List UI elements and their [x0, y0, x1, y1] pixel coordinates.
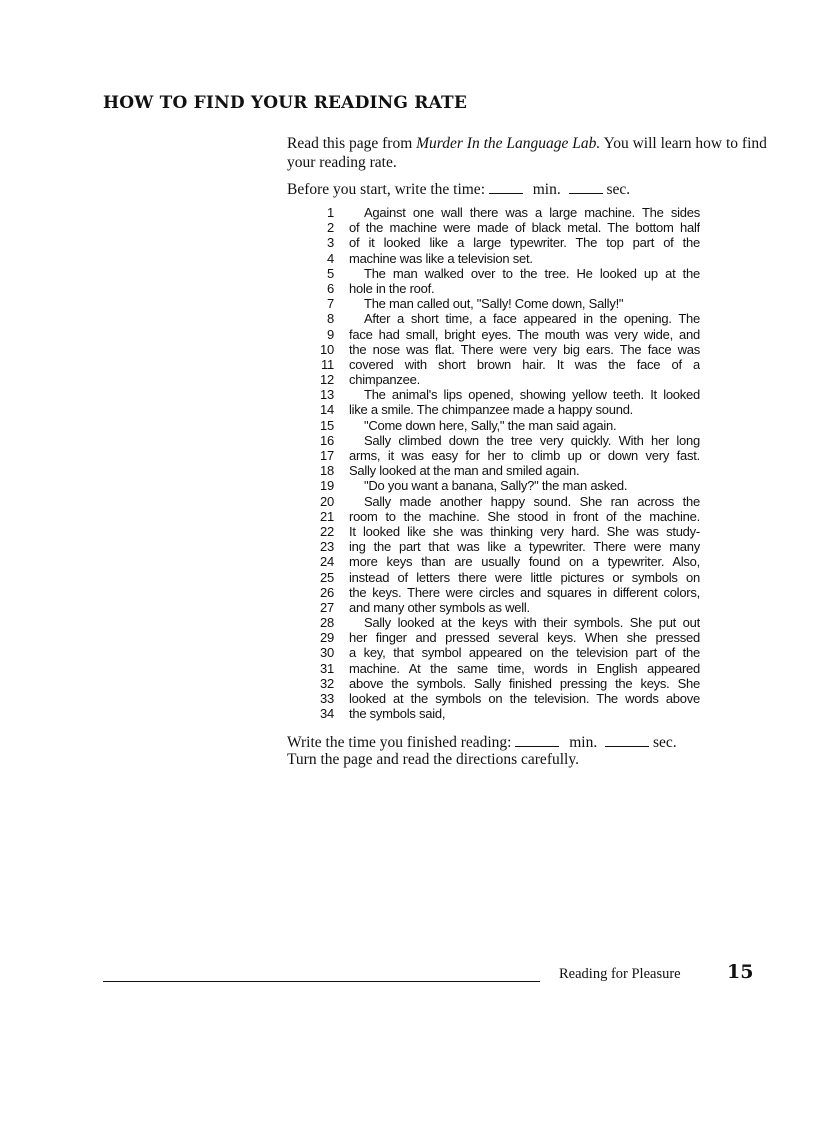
line-number: 31 — [320, 660, 334, 676]
passage-line — [310, 615, 700, 630]
passage-line — [310, 539, 700, 554]
line-text: Sally looked at the keys with their symbols. She put out — [364, 615, 700, 631]
line-number: 15 — [320, 417, 334, 433]
passage-line — [310, 585, 700, 600]
line-text: It looked like she was thinking very hard. She was study- — [349, 523, 700, 539]
line-number: 25 — [320, 569, 334, 585]
line-number: 29 — [320, 630, 334, 646]
line-number: 5 — [327, 265, 334, 281]
line-number: 1 — [327, 205, 334, 220]
line-text: machine. At the same time, words in English appeared — [349, 660, 700, 676]
line-text: "Come down here, Sally," the man said again. — [364, 417, 617, 433]
line-number: 34 — [320, 706, 334, 722]
line-number: 3 — [327, 235, 334, 251]
line-number: 19 — [320, 478, 334, 494]
passage-line — [310, 630, 700, 645]
line-number: 24 — [320, 554, 334, 570]
line-text: chimpanzee. — [349, 372, 420, 388]
passage-line — [310, 311, 700, 326]
intro-before: Read this page from — [287, 135, 417, 152]
line-number: 26 — [320, 584, 334, 600]
passage-line — [310, 645, 700, 660]
line-text: room to the machine. She stood in front of the machine. — [349, 508, 700, 524]
line-number: 17 — [320, 448, 334, 463]
line-number: 18 — [320, 463, 334, 479]
line-text: Against one wall there was a large machine. The sides — [364, 205, 700, 220]
start-min-label: min. — [532, 181, 561, 198]
line-text: of the machine were made of black metal. The bottom half — [349, 220, 700, 236]
passage-line — [310, 387, 700, 402]
finish-sec-blank[interactable] — [605, 734, 649, 747]
line-number: 16 — [320, 432, 334, 448]
passage-line — [310, 691, 700, 706]
line-number: 11 — [321, 356, 334, 372]
page-heading: HOW TO FIND YOUR READING RATE — [103, 93, 468, 113]
line-number: 30 — [320, 645, 334, 661]
start-time-label: Before you start, write the time: — [287, 181, 485, 198]
intro-after: You will learn how to find your reading rate. — [287, 135, 767, 171]
line-text: arms, it was easy for her to climb up or down very fast. — [349, 448, 700, 463]
line-text: ing the part that was like a typewriter. There were many — [349, 539, 700, 555]
line-number: 33 — [320, 691, 334, 706]
line-text: machine was like a television set. — [349, 250, 533, 266]
page-number: 15 — [727, 961, 754, 983]
line-text: The animal's lips opened, showing yellow teeth. It looked — [364, 387, 700, 403]
line-text: instead of letters there were little pictures or symbols on — [349, 569, 700, 585]
line-text: the nose was flat. There were very big ears. The face was — [349, 341, 700, 357]
reading-passage — [310, 205, 700, 721]
passage-line — [310, 251, 700, 266]
passage-line — [310, 327, 700, 342]
passage-line — [310, 372, 700, 387]
line-number: 14 — [320, 402, 334, 418]
line-number: 2 — [327, 220, 334, 236]
line-number: 21 — [320, 508, 334, 524]
passage-line — [310, 357, 700, 372]
line-number: 28 — [320, 615, 334, 631]
line-text: the keys. There were circles and squares in different colors, — [349, 584, 700, 600]
line-text: Sally looked at the man and smiled again. — [349, 463, 580, 479]
passage-line — [310, 281, 700, 296]
line-text: looked at the symbols on the television. The words above — [349, 691, 700, 706]
line-text: "Do you want a banana, Sally?" the man asked. — [364, 478, 628, 494]
line-number: 8 — [327, 311, 334, 327]
start-time-line — [287, 180, 630, 199]
line-number: 12 — [320, 372, 334, 388]
start-sec-label: sec. — [606, 181, 631, 198]
passage-line — [310, 463, 700, 478]
turn-page-text: Turn the page and read the directions carefully. — [287, 751, 579, 768]
passage-line — [310, 296, 700, 311]
finish-time-label: Write the time you finished reading: — [287, 734, 512, 751]
line-text: the symbols said, — [349, 706, 446, 722]
passage-line — [310, 205, 700, 220]
passage-line — [310, 433, 700, 448]
passage-line — [310, 478, 700, 493]
line-text: Sally climbed down the tree very quickly. With her long — [364, 432, 700, 448]
line-number: 23 — [320, 539, 334, 555]
line-number: 32 — [320, 675, 334, 691]
line-text: covered with short brown hair. It was the face of a — [349, 356, 700, 372]
footer-rule — [103, 981, 540, 982]
line-number: 7 — [327, 296, 334, 312]
line-text: and many other symbols as well. — [349, 599, 530, 615]
passage-line — [310, 342, 700, 357]
line-text: above the symbols. Sally finished pressing the keys. She — [349, 675, 700, 691]
passage-line — [310, 706, 700, 721]
line-text: her finger and pressed several keys. When she pressed — [349, 630, 700, 646]
footer-label: Reading for Pleasure — [559, 966, 681, 982]
line-number: 27 — [320, 599, 334, 615]
passage-line — [310, 418, 700, 433]
line-text: hole in the roof. — [349, 280, 435, 296]
passage-line — [310, 676, 700, 691]
line-number: 4 — [327, 250, 334, 266]
intro-text — [287, 134, 767, 172]
start-min-blank[interactable] — [489, 181, 523, 194]
passage-line — [310, 220, 700, 235]
book-title: Murder In the Language Lab. — [416, 135, 601, 152]
line-number: 22 — [320, 523, 334, 539]
line-text: The man walked over to the tree. He looked up at the — [364, 265, 700, 281]
passage-line — [310, 509, 700, 524]
start-sec-blank[interactable] — [569, 181, 603, 194]
passage-line — [310, 402, 700, 417]
line-number: 6 — [327, 280, 334, 296]
line-text: After a short time, a face appeared in the opening. The — [364, 311, 700, 327]
line-text: a key, that symbol appeared on the television part of the — [349, 645, 700, 661]
finish-min-blank[interactable] — [515, 734, 559, 747]
passage-line — [310, 235, 700, 250]
line-text: face had small, bright eyes. The mouth was very wide, and — [349, 326, 700, 342]
line-text: more keys than are usually found on a typewriter. Also, — [349, 554, 700, 570]
passage-line — [310, 266, 700, 281]
passage-line — [310, 448, 700, 463]
finish-min-label: min. — [569, 734, 598, 751]
line-number: 9 — [327, 326, 334, 342]
finish-sec-label: sec. — [653, 734, 677, 751]
line-text: of it looked like a large typewriter. The top part of the — [349, 235, 700, 251]
passage-line — [310, 554, 700, 569]
passage-line — [310, 570, 700, 585]
passage-line — [310, 494, 700, 509]
passage-line — [310, 600, 700, 615]
line-number: 10 — [320, 341, 334, 357]
line-text: Sally made another happy sound. She ran across the — [364, 493, 700, 509]
passage-line — [310, 661, 700, 676]
passage-line — [310, 524, 700, 539]
line-number: 13 — [320, 387, 334, 403]
line-text: The man called out, "Sally! Come down, Sally!" — [364, 296, 624, 312]
line-text: like a smile. The chimpanzee made a happy sound. — [349, 402, 634, 418]
line-number: 20 — [320, 493, 334, 509]
